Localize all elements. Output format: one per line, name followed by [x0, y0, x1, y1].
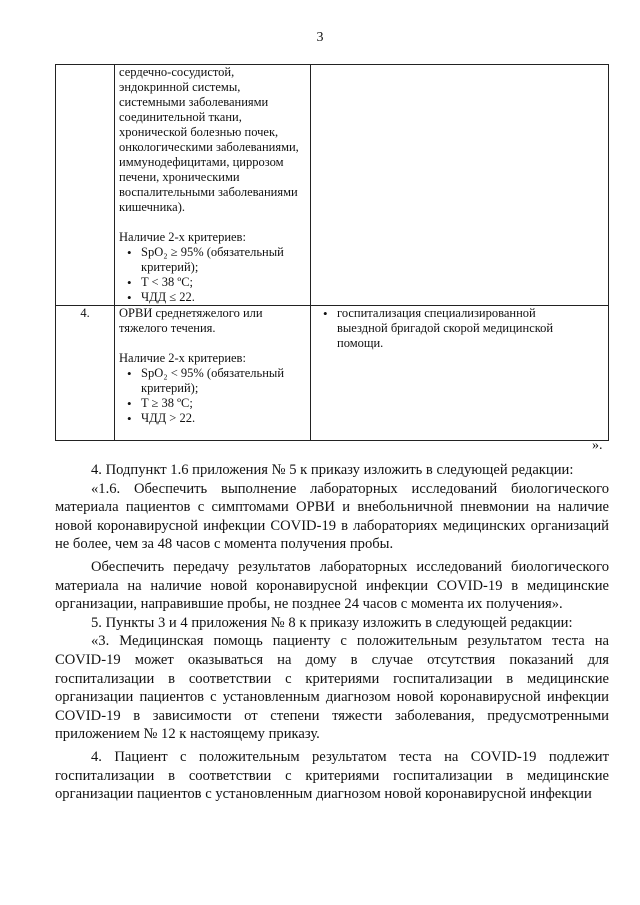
- action-item: • госпитализация специализированной выездной бригадой скорой медицинской помощи.: [315, 306, 604, 351]
- condition-line: соединительной ткани,: [119, 110, 242, 124]
- row-number-cell: 4.: [56, 306, 115, 441]
- table-row: [56, 306, 609, 441]
- paragraph: «3. Медицинская помощь пациенту с положительным результатом теста на COVID-19 может оказываться на дому в случае отсутствия показаний для госпитализации в соответствии с критериями госпитализации в медицинские организации пациентов с установленным диагнозом новой коронавирусной инфекции COVID-19 в зависимости от степени тяжести заболевания, предусмотренными приложением № 12 к настоящему приказу.: [55, 633, 609, 743]
- paragraph: «1.6. Обеспечить выполнение лабораторных исследований биологического материала пациентов с симптомами ОРВИ и внебольничной пневмонии на наличие новой коронавирусной инфекции COVID-19 в лабораториях медицинских организаций не более, чем за 48 часов с момента получения пробы.: [55, 480, 609, 553]
- paragraph: Обеспечить передачу результатов лабораторных исследований биологического материала на наличие новой коронавирусной инфекции COVID-19 в медицинские организации, направившие пробы, не позднее 24 часов с момента их получения».: [55, 558, 609, 613]
- criteria-item: • SpO₂ < 95% (обязательный критерий);: [119, 366, 306, 396]
- criteria-heading: Наличие 2-х критериев:: [119, 351, 246, 365]
- criteria-item: • T < 38 ºC;: [119, 275, 306, 290]
- criteria-table: [55, 64, 609, 441]
- paragraph: 4. Пациент с положительным результатом теста на COVID-19 подлежит госпитализации в соответствии с критериями госпитализации в медицинские организации пациентов с установленным диагнозом новой коронавирусной инфекции: [55, 748, 609, 803]
- paragraph: 4. Подпункт 1.6 приложения № 5 к приказу изложить в следующей редакции:: [91, 462, 574, 478]
- condition-line: ОРВИ среднетяжелого или: [119, 306, 263, 320]
- action-cell: [311, 65, 609, 306]
- criteria-item: • T ≥ 38 ºC;: [119, 396, 306, 411]
- criteria-item: • SpO₂ ≥ 95% (обязательный критерий);: [119, 245, 306, 275]
- criteria-list: [119, 366, 306, 426]
- criteria-item: • ЧДД ≤ 22.: [119, 290, 306, 305]
- condition-line: эндокринной системы,: [119, 80, 241, 94]
- condition-line: тяжелого течения.: [119, 321, 216, 335]
- condition-line: системными заболеваниями: [119, 95, 269, 109]
- condition-cell: [115, 306, 311, 441]
- condition-line: иммунодефицитами, циррозом: [119, 155, 284, 169]
- paragraph: 5. Пункты 3 и 4 приложения № 8 к приказу изложить в следующей редакции:: [91, 614, 573, 631]
- action-cell: [311, 306, 609, 441]
- criteria-heading: Наличие 2-х критериев:: [119, 230, 246, 244]
- criteria-list: [119, 245, 306, 305]
- condition-line: воспалительными заболеваниями: [119, 185, 298, 199]
- document-body: [55, 461, 609, 804]
- condition-cell: [115, 65, 311, 306]
- quote-closing-mark: ».: [592, 438, 603, 453]
- page-number: 3: [316, 30, 324, 45]
- criteria-item: • ЧДД > 22.: [119, 411, 306, 426]
- row-number-cell: [56, 65, 115, 306]
- condition-line: хронической болезнью почек,: [119, 125, 279, 139]
- condition-line: онкологическими заболеваниями,: [119, 140, 299, 154]
- table-row: [56, 65, 609, 306]
- condition-line: сердечно-сосудистой,: [119, 65, 235, 79]
- condition-line: печени, хроническими: [119, 170, 240, 184]
- condition-line: кишечника).: [119, 200, 186, 214]
- action-list: [315, 306, 604, 351]
